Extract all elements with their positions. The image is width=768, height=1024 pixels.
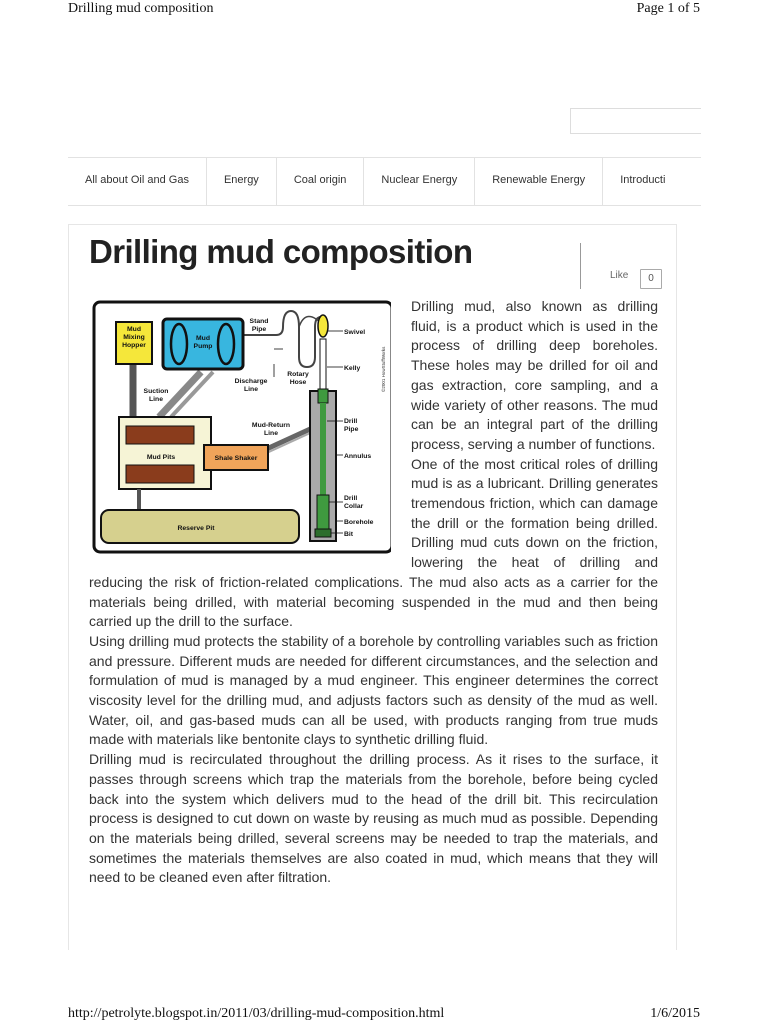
- nav-item-energy[interactable]: Energy: [207, 158, 277, 205]
- label-kelly: Kelly: [344, 365, 361, 372]
- drilling-rig-diagram: [91, 297, 391, 555]
- label-stand-pipe-2: Pipe: [251, 326, 267, 333]
- svg-text:DrillPipe: [344, 418, 359, 433]
- like-count: 0: [640, 269, 662, 289]
- label-drill-pipe-1: Drill: [344, 418, 358, 425]
- label-rotary-hose-2: Hose: [289, 379, 307, 386]
- label-bit: Bit: [344, 531, 354, 538]
- label-suction-line-2: Line: [149, 396, 163, 403]
- print-header-title: Drilling mud composition: [68, 1, 214, 16]
- print-header-page: Page 1 of 5: [636, 1, 700, 16]
- search-input[interactable]: [570, 108, 701, 134]
- print-footer-date: 1/6/2015: [650, 1006, 700, 1021]
- like-divider: [580, 243, 581, 289]
- label-mud-pits: Mud Pits: [146, 454, 176, 461]
- label-credit: ©2001 HowStuffWorks: [381, 346, 386, 392]
- label-drill-collar-1: Drill: [344, 495, 358, 502]
- nav-item-nuclear-energy[interactable]: Nuclear Energy: [364, 158, 475, 205]
- label-suction-line-1: Suction: [143, 388, 169, 395]
- nav-item-renewable-energy[interactable]: Renewable Energy: [475, 158, 603, 205]
- label-mud-return-2: Line: [264, 430, 278, 437]
- label-hopper-2: Mixing: [123, 334, 145, 341]
- post-title: Drilling mud composition: [89, 233, 473, 270]
- post-body: [89, 297, 658, 888]
- label-discharge-line-1: Discharge: [234, 378, 268, 385]
- label-hopper-1: Mud: [127, 326, 141, 333]
- svg-text:MudPump: [194, 335, 213, 350]
- paragraph-4: Drilling mud is recirculated throughout the drilling process. As it rises to the surface, it passes through screens which trap the materials from the borehole, before being cycled back into the system which delivers mud to the head of the drill bit. This recirculation process is designed to cut down on waste by reusing as much mud as possible. Depending on the materials being drilled, several screens may be needed to trap the materials, and sometimes the materials themselves are also coated in mud, which means that they will need to be cleaned even after filtration.: [89, 751, 658, 886]
- paragraph-2: One of the most critical roles of drilling mud is as a lubricant. Drilling generates tremendous friction, which can damage the drill or the formation being drilled. Drilling mud cuts down on the friction, lowering the heat of drilling and reducing the risk of friction-related complications. The mud also acts as a carrier for the materials being drilled, with material becoming suspended in the mud and then being carried up the drill to the surface.: [89, 455, 658, 630]
- label-borehole: Borehole: [344, 519, 374, 526]
- nav-item-oil-gas[interactable]: All about Oil and Gas: [68, 158, 207, 205]
- label-drill-collar-2: Collar: [344, 503, 364, 510]
- paragraph-3: Using drilling mud protects the stability of a borehole by controlling variables such as friction and pressure. Different muds are needed for different circumstances, and the selection and formulation of mud is managed by a mud engineer. This engineer determines the correct viscosity level for the drilling mud, and adjusts factors such as density of the mud as well. Water, oil, and gas-based muds can all be used, with products ranging from true muds made with materials like bentonite clays to synthetic drilling fluid.: [89, 632, 658, 748]
- label-discharge-line-2: Line: [244, 386, 258, 393]
- label-drill-pipe-2: Pipe: [344, 426, 359, 433]
- paragraph-1: Drilling mud, also known as drilling fluid, is a product which is used in the process of drilling deep boreholes. These holes may be drilled for oil and gas extraction, core sampling, and a wide variety of other reasons. The mud can be an integral part of the drilling process, serving a number of functions.: [411, 298, 658, 452]
- post-container: [68, 224, 677, 950]
- label-hopper-3: Hopper: [122, 342, 146, 349]
- label-stand-pipe-1: Stand: [249, 318, 269, 325]
- print-footer-url: http://petrolyte.blogspot.in/2011/03/drilling-mud-composition.html: [68, 1006, 445, 1021]
- label-mud-return-1: Mud-Return: [251, 422, 291, 429]
- label-reserve-pit: Reserve Pit: [177, 525, 215, 532]
- svg-text:StandPipe: [250, 318, 269, 333]
- label-shale-shaker: Shale Shaker: [214, 455, 258, 462]
- svg-text:RotaryHose: [287, 371, 309, 386]
- nav-item-introduction[interactable]: Introducti: [620, 174, 666, 186]
- label-pump-1: Mud: [196, 335, 210, 342]
- like-button[interactable]: Like: [610, 270, 629, 281]
- top-nav: [68, 157, 701, 206]
- label-rotary-hose-1: Rotary: [287, 371, 309, 378]
- label-pump-2: Pump: [193, 343, 213, 350]
- label-annulus: Annulus: [344, 453, 372, 460]
- nav-item-coal-origin[interactable]: Coal origin: [277, 158, 365, 205]
- label-swivel: Swivel: [344, 329, 366, 336]
